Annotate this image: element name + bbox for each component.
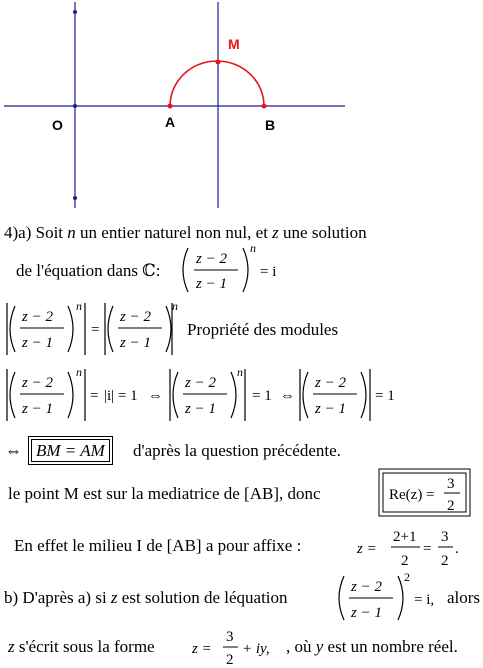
mp-num1: z − 2: [22, 309, 53, 325]
eq-rhs: = i: [260, 264, 277, 280]
question-b: [4, 588, 288, 608]
mp-den1: z − 1: [22, 335, 53, 351]
re-z-label: Re(z) =: [389, 487, 435, 503]
mp-den2: z − 1: [120, 335, 151, 351]
ec-num2: z − 2: [185, 375, 216, 391]
b-var-z: z: [110, 588, 118, 607]
mi-period: .: [455, 541, 459, 557]
mp-exp2: n: [172, 299, 178, 313]
alors: alors: [447, 588, 481, 607]
var-n: n: [67, 223, 76, 242]
equation-intro: de l'équation dans ℂ:: [16, 261, 161, 280]
ec-exp1: n: [76, 365, 82, 379]
zf-den: 2: [226, 652, 234, 668]
ec-exp2: n: [237, 365, 243, 379]
b-prefix: b) D'après a) si: [4, 588, 111, 607]
mi-eq: =: [423, 541, 432, 557]
zf-pre: z =: [192, 641, 212, 657]
re-z-num: 3: [447, 476, 455, 492]
ec-iff2: ⇔: [280, 388, 295, 404]
q4a-end: une solution: [278, 223, 367, 242]
mp-num2: z − 2: [120, 309, 151, 325]
eq-exp-n: n: [250, 241, 256, 255]
ec-num1: z − 2: [22, 375, 53, 391]
mi-den: 2: [401, 553, 409, 569]
label-B: B: [265, 117, 276, 133]
ec-abs-i: |i| = 1: [104, 388, 138, 404]
apres-question: d'après la question précédente.: [133, 441, 341, 460]
reel: est un nombre réel.: [323, 637, 458, 656]
var-y: y: [315, 637, 324, 656]
ec-num3: z − 2: [315, 375, 346, 391]
z-ecrit-forme: [8, 637, 155, 657]
boxed-bm-eq-am: BM = AM: [31, 439, 110, 462]
axis-tick-bottom: [73, 196, 77, 200]
mi-den2: 2: [441, 553, 449, 569]
b-exp: 2: [404, 570, 410, 584]
propriete-modules: Propriété des modules: [187, 320, 339, 339]
mi-num: 2+1: [393, 529, 417, 545]
milieu-text: En effet le milieu I de [AB] a pour affixe :: [14, 536, 302, 555]
mi-z-eq: z =: [357, 541, 377, 557]
eq-num: z − 2: [196, 251, 227, 267]
b-num: z − 2: [351, 579, 382, 595]
ec-den2: z − 1: [185, 401, 216, 417]
l9-text: s'écrit sous la forme: [14, 637, 155, 656]
zf-post: + iy,: [242, 641, 270, 657]
question-4a: [4, 223, 367, 243]
q4a-mid: un entier naturel non nul, et: [75, 223, 273, 242]
q4a-prefix: 4)a) Soit: [4, 223, 68, 242]
mi-num2: 3: [441, 529, 449, 545]
l9-var-z: z: [8, 637, 15, 656]
ec-den3: z − 1: [315, 401, 346, 417]
label-M: M: [228, 36, 240, 52]
b-mid: est solution de léquation: [117, 588, 288, 607]
ou: , où: [286, 637, 316, 656]
label-A: A: [165, 114, 176, 130]
label-O: O: [52, 117, 63, 133]
mp-eq: =: [91, 322, 100, 338]
iff-symbol: ⇔: [5, 441, 22, 460]
ec-eq-one: = 1: [252, 388, 272, 404]
b-eq-i: = i,: [414, 592, 435, 608]
ec-eq1: =: [90, 388, 99, 404]
eq-den: z − 1: [196, 276, 227, 292]
ec-iff1: ⇔: [148, 388, 163, 404]
ou-y-reel: [286, 637, 458, 657]
re-z-den: 2: [447, 498, 455, 514]
mediatrice-text: le point M est sur la mediatrice de [AB], donc: [8, 484, 321, 503]
ec-den1: z − 1: [22, 401, 53, 417]
zf-num: 3: [226, 629, 234, 645]
mp-exp1: n: [76, 299, 82, 313]
ec-eq-one-2: = 1: [375, 388, 395, 404]
b-den: z − 1: [351, 605, 382, 621]
var-z: z: [272, 223, 279, 242]
